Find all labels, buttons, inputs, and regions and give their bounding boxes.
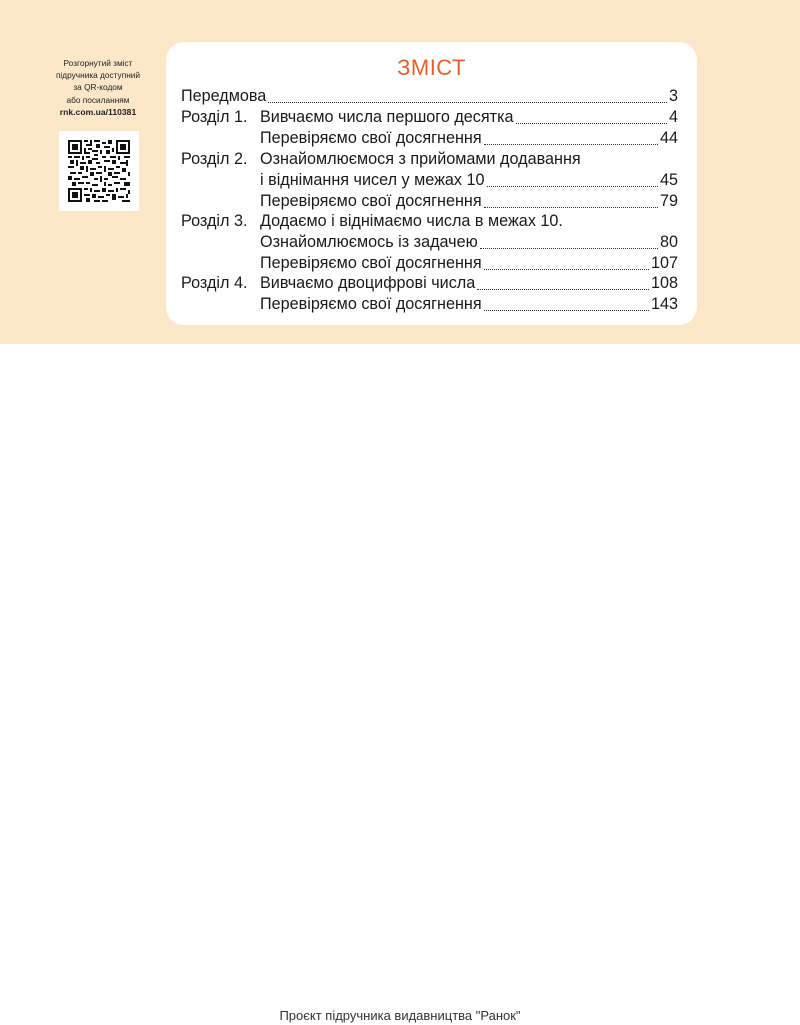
toc-entry-section-4[interactable] xyxy=(181,273,678,294)
toc-entry-page: 44 xyxy=(659,129,678,147)
qr-note-line: за QR-кодом xyxy=(73,82,123,93)
toc-entry-text: Додаємо і віднімаємо числа в межах 10. xyxy=(260,212,563,230)
dot-leader xyxy=(484,269,649,270)
dot-leader xyxy=(484,310,649,311)
qr-note-line: або посиланням xyxy=(66,94,130,105)
dot-leader xyxy=(480,248,658,249)
toc-entry-check-1[interactable] xyxy=(260,128,678,149)
toc-title: ЗМІСТ xyxy=(397,55,466,80)
qr-note-line: підручника доступний xyxy=(55,70,141,81)
toc-entry-text: Передмова xyxy=(181,87,267,105)
toc-entry-section-3-cont[interactable] xyxy=(260,232,678,253)
toc-entry-section-2[interactable] xyxy=(181,149,678,170)
toc-entry-page: 143 xyxy=(650,295,678,313)
toc-entry-text: Перевіряємо свої досягнення xyxy=(260,129,482,147)
dot-leader xyxy=(477,289,649,290)
toc-entry-text: Перевіряємо свої досягнення xyxy=(260,295,482,313)
dot-leader xyxy=(484,207,658,208)
toc-entry-page: 3 xyxy=(668,87,678,105)
toc-entry-section-1[interactable] xyxy=(181,107,678,128)
toc-section-label: Розділ 4. xyxy=(181,274,248,292)
toc-entry-page: 108 xyxy=(650,274,678,292)
toc-entry-text: Вивчаємо двоцифрові числа xyxy=(260,274,476,292)
toc-section-label: Розділ 2. xyxy=(181,150,248,168)
qr-code[interactable] xyxy=(59,131,139,211)
toc-entry-check-4[interactable] xyxy=(260,294,678,315)
dot-leader xyxy=(516,123,667,124)
toc-entry-page: 79 xyxy=(659,192,678,210)
qr-note-line: Розгорнутий зміст xyxy=(63,58,133,68)
toc-entry-page: 107 xyxy=(650,254,678,272)
toc-entry-text: Ознайомлюємось із задачею xyxy=(260,233,478,251)
toc-entry-text: і віднімання чисел у межах 10 xyxy=(260,171,485,189)
toc-entry-text: Вивчаємо числа першого десятка xyxy=(260,108,514,126)
toc-entry-page: 45 xyxy=(659,171,678,189)
toc-entry-section-3[interactable] xyxy=(181,211,678,232)
qr-note xyxy=(48,57,148,118)
dot-leader xyxy=(484,144,658,145)
toc-entry-text: Ознайомлюємося з прийомами додавання xyxy=(260,150,581,168)
footer-note: Проєкт підручника видавництва "Ранок" xyxy=(279,1008,521,1023)
toc-entry-text: Перевіряємо свої досягнення xyxy=(260,254,482,272)
toc-entry-section-2-cont[interactable] xyxy=(260,170,678,191)
toc-entry-page: 4 xyxy=(668,108,678,126)
qr-note-url[interactable]: rnk.com.ua/110381 xyxy=(59,106,137,117)
toc-section-label: Розділ 1. xyxy=(181,108,248,126)
toc-entry-preface[interactable] xyxy=(181,86,678,107)
dot-leader xyxy=(268,102,667,103)
toc-entry-check-3[interactable] xyxy=(260,253,678,274)
qr-code-icon xyxy=(68,140,130,202)
toc-entry-text: Перевіряємо свої досягнення xyxy=(260,192,482,210)
toc-section-label: Розділ 3. xyxy=(181,212,248,230)
toc-entry-check-2[interactable] xyxy=(260,191,678,212)
dot-leader xyxy=(487,186,658,187)
toc-entry-page: 80 xyxy=(659,233,678,251)
